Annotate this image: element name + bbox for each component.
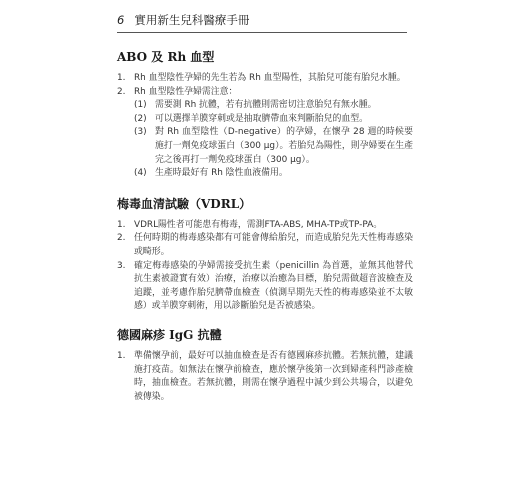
book-title: 實用新生兒科醫療手冊 [134,13,250,27]
item-number: 2. [117,233,126,244]
item-text: Rh 血型陰性孕婦的先生若為 Rh 血型陽性，其胎兒可能有胎兒水腫。 [134,73,406,83]
sub-list-item [117,113,413,127]
list-item [117,232,413,259]
list-item [117,72,413,86]
item-text: 準備懷孕前，最好可以抽血檢查是否有德國麻疹抗體。若無抗體，建議施打疫苗。如無法在懷孕前檢查，應於懷孕後第一次到婦產科門診產檢時，抽血檢查。若無抗體，則需在懷孕過程中減少到公共場合，以避免被傳染。 [134,350,413,402]
item-number: 1. [117,219,126,230]
sub-item-number: (4) [134,168,147,179]
page-number: 6 [117,13,125,27]
sub-item-number: (3) [134,127,147,138]
list-item [117,260,413,314]
item-text: 任何時期的梅毒感染都有可能會傳給胎兒，而造成胎兒先天性梅毒感染或畸形。 [134,233,413,257]
item-text: Rh 血型陰性孕婦需注意： [134,86,238,97]
list-item [117,350,413,404]
running-header [117,12,407,33]
list-item [117,219,413,233]
sub-item-number: (2) [134,113,147,124]
sub-item-number: (1) [134,100,147,111]
item-number: 3. [117,260,126,271]
sub-item-text: 可以選擇羊膜穿刺或是抽取臍帶血來判斷胎兒的血型。 [155,113,368,124]
sub-item-text: 對 Rh 血型陰性（D-negative）的孕婦，在懷孕 28 週的時候要施打一劑免疫球蛋白（300 µg）。若胎兒為陽性，則孕婦要在生產完之後再打一劑免疫球蛋白（300 µg）。 [155,127,413,165]
page-content [117,48,413,404]
sub-list-item [117,167,413,181]
section-title-vdrl: 梅毒血清試驗（VDRL） [117,196,252,211]
item-text: VDRL陽性者可能患有梅毒，需測FTA-ABS, MHA-TP或TP-PA。 [134,219,383,230]
item-text: 確定梅毒感染的孕婦需接受抗生素（penicillin 為首選，並無其他替代抗生素被證實有效）治療，治療以治癒為目標，胎兒需做超音波檢查及追蹤，並考慮作胎兒臍帶血檢查（偵測早期先天性的梅毒感染並不太敏感）或羊膜穿刺術，用以診斷胎兒是否被感染。 [134,260,413,312]
item-number: 1. [117,73,126,83]
list-item [117,86,413,100]
sub-item-text: 生產時最好有 Rh 陰性血液備用。 [155,168,288,179]
sub-item-text: 需要測 Rh 抗體，若有抗體則需密切注意胎兒有無水腫。 [155,100,377,111]
section-title-rubella-igg: 德國麻疹 IgG 抗體 [117,327,222,342]
item-number: 1. [117,350,126,361]
item-number: 2. [117,86,126,97]
sub-list-item [117,126,413,167]
section-title-abo-rh: ABO 及 Rh 血型 [117,50,215,64]
sub-list-item [117,99,413,113]
